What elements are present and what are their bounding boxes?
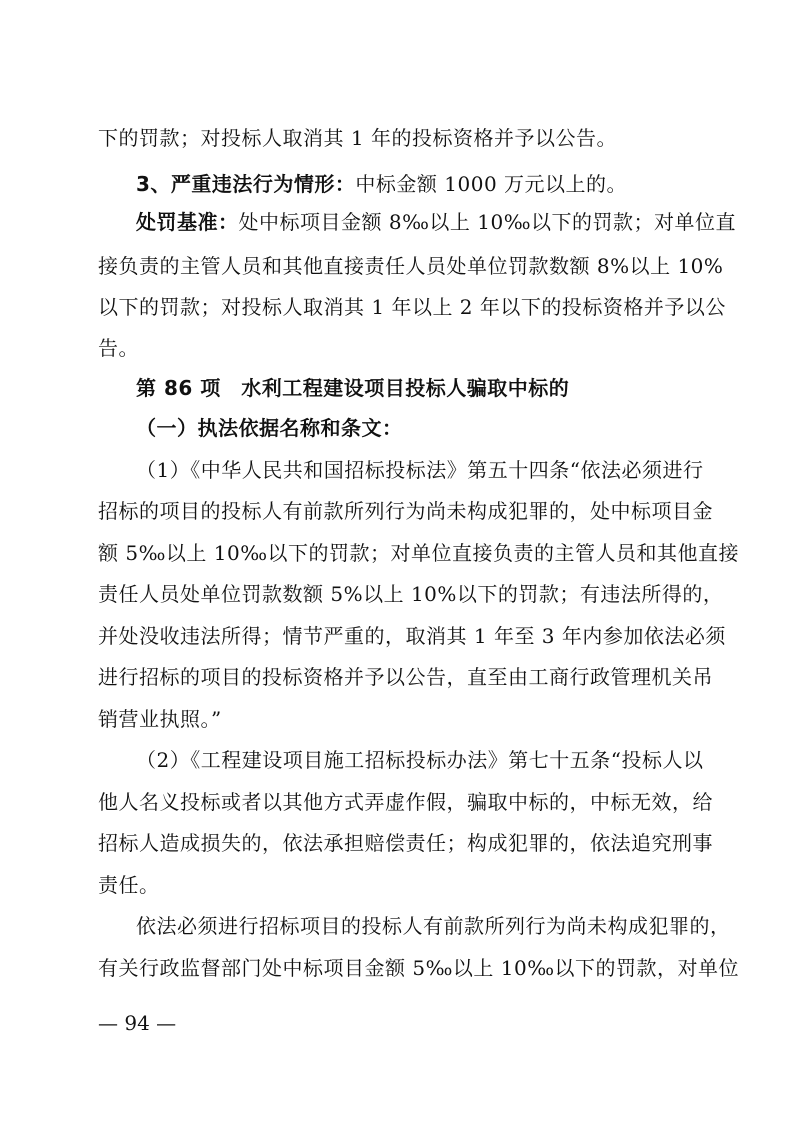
penalty-text: 处中标项目金额 8‰以上 10‰以下的罚款；对单位直 bbox=[238, 210, 737, 234]
severity-text: 中标金额 1000 万元以上的。 bbox=[355, 172, 628, 196]
penalty-clause bbox=[136, 208, 736, 236]
severity-label: 3、严重违法行为情形： bbox=[136, 172, 356, 196]
text-line: 责任。 bbox=[98, 873, 160, 897]
text-line: 并处没收违法所得；情节严重的，取消其 1 年至 3 年内参加依法必须 bbox=[98, 624, 726, 648]
text-line: 告。 bbox=[98, 336, 139, 360]
text-line: 以下的罚款；对投标人取消其 1 年以上 2 年以下的投标资格并予以公 bbox=[98, 295, 726, 319]
item-heading: 第 86 项 水利工程建设项目投标人骗取中标的 bbox=[136, 376, 570, 400]
text-line: 接负责的主管人员和其他直接责任人员处单位罚款数额 8%以上 10% bbox=[98, 254, 724, 278]
severity-clause bbox=[136, 170, 627, 198]
subsection-heading: （一）执法依据名称和条文： bbox=[136, 416, 403, 440]
page-number: — 94 — bbox=[98, 1011, 177, 1035]
text-line: 销营业执照。” bbox=[98, 707, 222, 731]
text-line: 招标的项目的投标人有前款所列行为尚未构成犯罪的，处中标项目金 bbox=[98, 499, 713, 523]
text-line: 额 5‰以上 10‰以下的罚款；对单位直接负责的主管人员和其他直接 bbox=[98, 541, 740, 565]
penalty-label: 处罚基准： bbox=[136, 210, 239, 234]
text-line: 招标人造成损失的，依法承担赔偿责任；构成犯罪的，依法追究刑事 bbox=[98, 831, 713, 855]
text-line: （2）《工程建设项目施工招标投标办法》第七十五条“投标人以 bbox=[136, 748, 704, 772]
text-line: （1）《中华人民共和国招标投标法》第五十四条“依法必须进行 bbox=[136, 458, 704, 482]
text-line: 责任人员处单位罚款数额 5%以上 10%以下的罚款；有违法所得的， bbox=[98, 582, 724, 606]
text-line: 他人名义投标或者以其他方式弄虚作假，骗取中标的，中标无效，给 bbox=[98, 790, 713, 814]
text-line: 下的罚款；对投标人取消其 1 年的投标资格并予以公告。 bbox=[98, 126, 617, 150]
text-line: 进行招标的项目的投标资格并予以公告，直至由工商行政管理机关吊 bbox=[98, 665, 713, 689]
text-line: 有关行政监督部门处中标项目金额 5‰以上 10‰以下的罚款，对单位 bbox=[98, 956, 740, 980]
text-line: 依法必须进行招标项目的投标人有前款所列行为尚未构成犯罪的， bbox=[136, 914, 731, 938]
